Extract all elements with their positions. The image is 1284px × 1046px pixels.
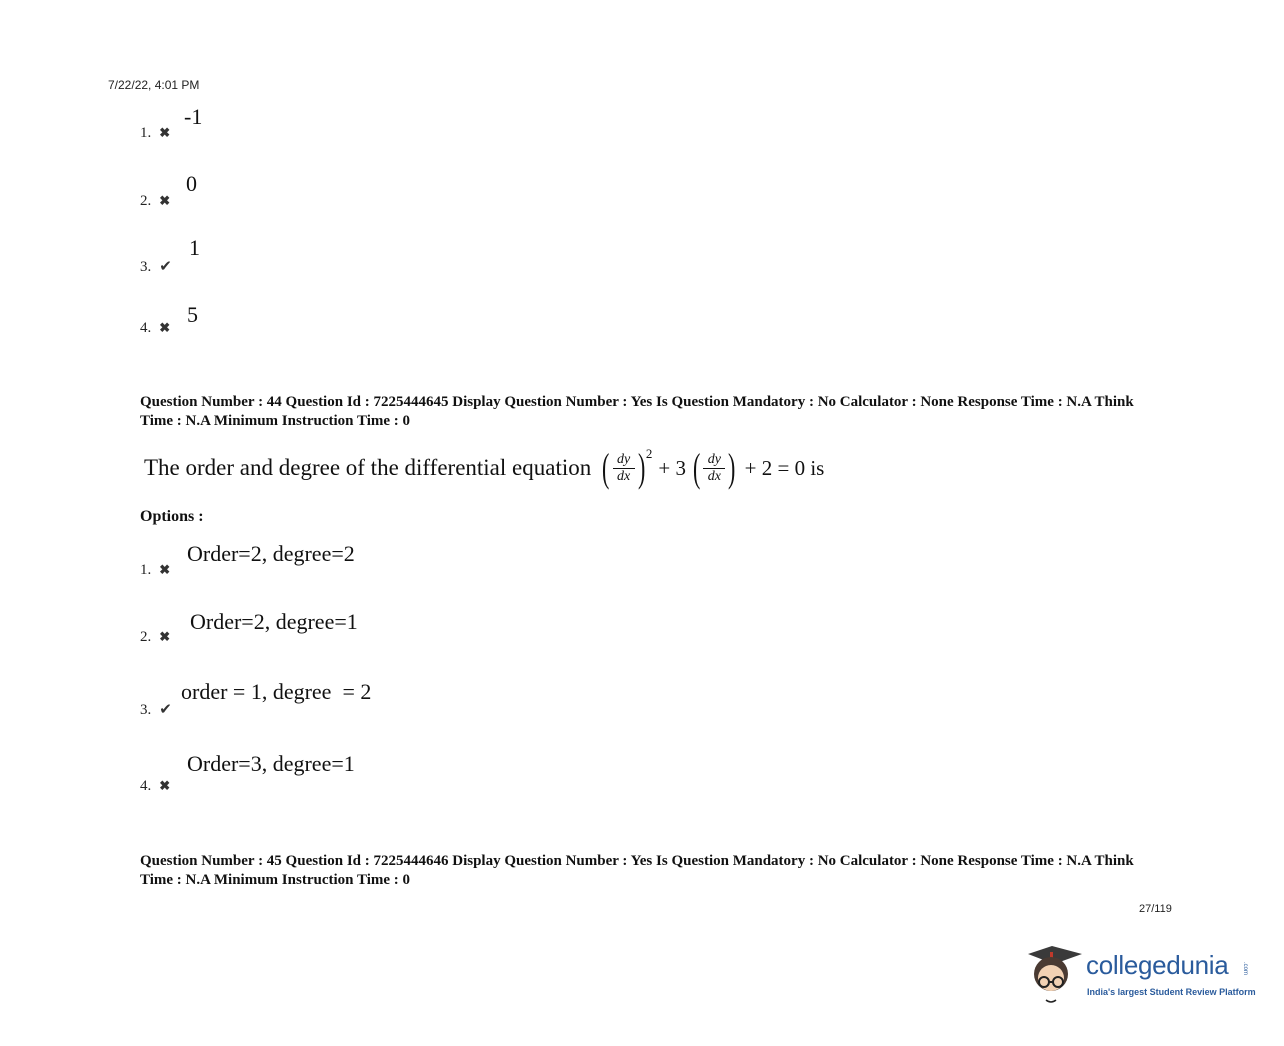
equation-tail: + 2 = 0 is	[744, 455, 825, 480]
question-stem: The order and degree of the differential equation	[144, 455, 592, 480]
option-row	[140, 561, 170, 579]
question-44-text	[144, 445, 825, 490]
denominator: dx	[707, 468, 721, 484]
cross-icon: ✖	[159, 125, 171, 140]
cross-icon: ✖	[159, 562, 171, 577]
plus-three: + 3	[658, 455, 686, 480]
fraction-dy-dx	[703, 453, 725, 484]
cross-icon: ✖	[159, 193, 171, 208]
option-value: order = 1, degree = 2	[181, 679, 372, 704]
page-number: 27/119	[1139, 903, 1172, 915]
option-value: Order=2, degree=2	[187, 541, 355, 566]
options-label: Options :	[140, 508, 204, 525]
option-number: 1.	[140, 125, 152, 141]
checkmark-icon: ✔	[159, 259, 172, 275]
cross-icon: ✖	[159, 778, 171, 793]
option-row	[140, 319, 170, 337]
differential-equation	[599, 445, 825, 490]
exponent: 2	[645, 446, 653, 461]
right-paren: )	[637, 445, 645, 490]
checkmark-icon: ✔	[159, 702, 172, 718]
cross-icon: ✖	[159, 629, 171, 644]
question-44-meta: Question Number : 44 Question Id : 7225444645 Display Question Number : Yes Is Question Mandatory : No Calculator : None Response Time : N.A Think Time : N.A Minimum Instruction Time : 0	[140, 394, 1134, 429]
brand-tagline: India's largest Student Review Platform	[1087, 987, 1256, 997]
option-value: -1	[184, 104, 203, 129]
option-number: 1.	[140, 562, 152, 578]
option-row	[140, 628, 170, 646]
option-value: 1	[189, 235, 200, 260]
numerator: dy	[616, 451, 631, 467]
option-row	[140, 257, 172, 276]
cross-icon: ✖	[159, 320, 171, 335]
option-number: 2.	[140, 193, 152, 209]
left-paren: (	[692, 445, 701, 490]
option-value: Order=2, degree=1	[190, 609, 358, 634]
numerator: dy	[707, 451, 721, 467]
option-number: 3.	[140, 259, 152, 275]
brand-domain: .com	[1242, 962, 1248, 976]
print-timestamp: 7/22/22, 4:01 PM	[108, 78, 200, 92]
option-row	[140, 192, 170, 210]
brand-name: collegedunia	[1086, 950, 1229, 980]
option-number: 2.	[140, 629, 152, 645]
denominator: dx	[616, 468, 631, 484]
option-number: 4.	[140, 778, 152, 794]
option-row	[140, 700, 172, 719]
option-row	[140, 124, 170, 142]
option-row	[140, 777, 170, 795]
left-paren: (	[602, 445, 610, 490]
fraction-dy-dx	[613, 453, 635, 484]
option-value: 0	[186, 171, 197, 196]
question-45-meta: Question Number : 45 Question Id : 7225444646 Display Question Number : Yes Is Question Mandatory : No Calculator : None Response Time : N.A Think Time : N.A Minimum Instruction Time : 0	[140, 853, 1134, 888]
right-paren: )	[728, 445, 736, 490]
option-number: 3.	[140, 702, 152, 718]
option-value: Order=3, degree=1	[187, 751, 355, 776]
option-number: 4.	[140, 320, 152, 336]
option-value: 5	[187, 302, 198, 327]
